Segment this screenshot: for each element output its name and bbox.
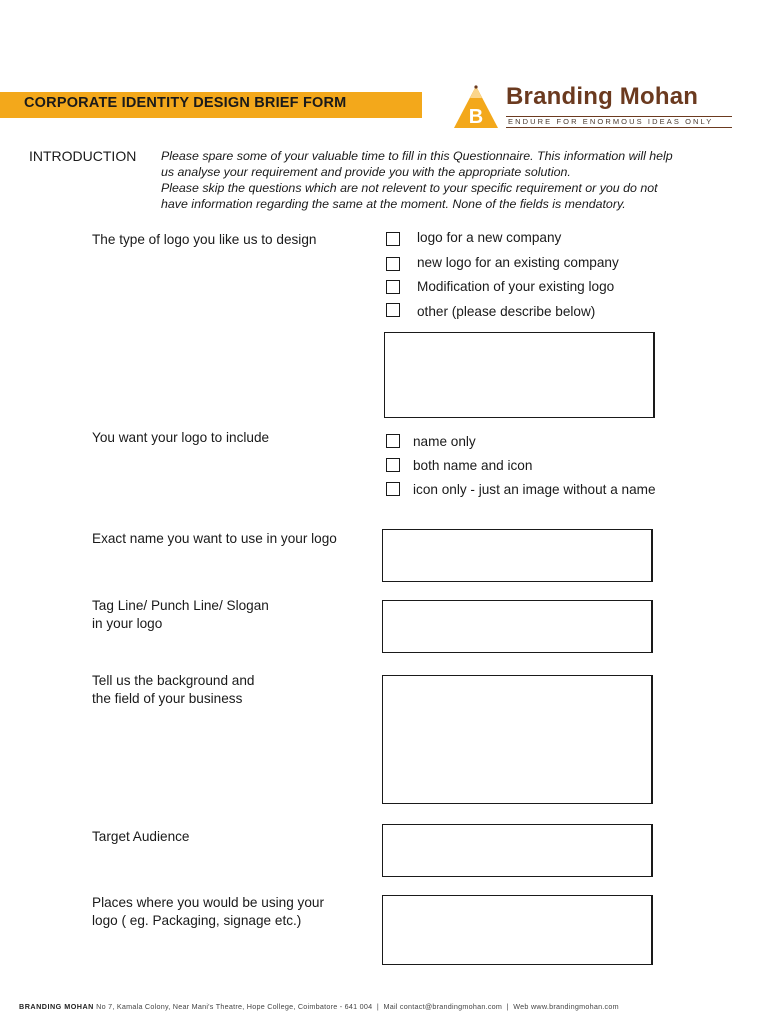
- intro-line: us analyse your requirement and provide you with the appropriate solution.: [161, 165, 571, 179]
- background-field[interactable]: [382, 675, 653, 804]
- background-label: the field of your business: [92, 691, 243, 706]
- brand-name: Branding Mohan: [506, 83, 699, 110]
- logo-type-label: The type of logo you like us to design: [92, 232, 317, 247]
- audience-field[interactable]: [382, 824, 653, 877]
- option-label: Modification of your existing logo: [417, 279, 615, 294]
- footer-company: BRANDING MOHAN: [19, 1002, 94, 1011]
- checkbox-name-and-icon[interactable]: [386, 458, 400, 472]
- intro-line: Please spare some of your valuable time to fill in this Questionnaire. This information will help: [161, 149, 673, 163]
- brand-tagline: ENDURE FOR ENORMOUS IDEAS ONLY: [508, 117, 714, 126]
- footer-address: No 7, Kamala Colony, Near Mani's Theatre, Hope College, Coimbatore - 641 004: [96, 1002, 373, 1011]
- footer: BRANDING MOHAN No 7, Kamala Colony, Near Mani's Theatre, Hope College, Coimbatore - 641 004 | Mail contact@brandingmohan.com | Web www.brandingmohan.com: [19, 1002, 619, 1011]
- option-label: icon only - just an image without a name: [413, 482, 656, 497]
- intro-line: Please skip the questions which are not relevent to your specific requirement or you do not: [161, 181, 658, 195]
- checkbox-icon-only[interactable]: [386, 482, 400, 496]
- option-label: other (please describe below): [417, 304, 596, 319]
- tagline-label: in your logo: [92, 616, 163, 631]
- tagline-field[interactable]: [382, 600, 653, 653]
- background-label: Tell us the background and: [92, 673, 255, 688]
- intro-line: have information regarding the same at the moment. None of the fields is mendatory.: [161, 197, 626, 211]
- checkbox-other[interactable]: [386, 303, 400, 317]
- checkbox-existing-company[interactable]: [386, 257, 400, 271]
- option-label: name only: [413, 434, 476, 449]
- logo-letter: B: [468, 106, 484, 128]
- option-label: logo for a new company: [417, 230, 562, 245]
- places-label: logo ( eg. Packaging, signage etc.): [92, 913, 302, 928]
- option-label: both name and icon: [413, 458, 533, 473]
- footer-web-link[interactable]: www.brandingmohan.com: [530, 1002, 619, 1011]
- brand-logo-icon: [452, 84, 500, 130]
- checkbox-new-company[interactable]: [386, 232, 400, 246]
- form-title: CORPORATE IDENTITY DESIGN BRIEF FORM: [24, 95, 347, 111]
- tagline-label: Tag Line/ Punch Line/ Slogan: [92, 598, 269, 613]
- footer-web-label: Web: [513, 1002, 529, 1011]
- checkbox-name-only[interactable]: [386, 434, 400, 448]
- footer-mail-link[interactable]: contact@brandingmohan.com: [399, 1002, 503, 1011]
- checkbox-modification[interactable]: [386, 280, 400, 294]
- intro-label: INTRODUCTION: [29, 148, 137, 164]
- footer-mail-label: Mail: [383, 1002, 398, 1011]
- include-label: You want your logo to include: [92, 430, 270, 445]
- other-description-field[interactable]: [384, 332, 655, 418]
- places-field[interactable]: [382, 895, 653, 965]
- exact-name-field[interactable]: [382, 529, 653, 582]
- exact-name-label: Exact name you want to use in your logo: [92, 531, 337, 546]
- places-label: Places where you would be using your: [92, 895, 324, 910]
- brand-divider-bottom: [506, 127, 732, 128]
- audience-label: Target Audience: [92, 829, 190, 844]
- option-label: new logo for an existing company: [417, 255, 619, 270]
